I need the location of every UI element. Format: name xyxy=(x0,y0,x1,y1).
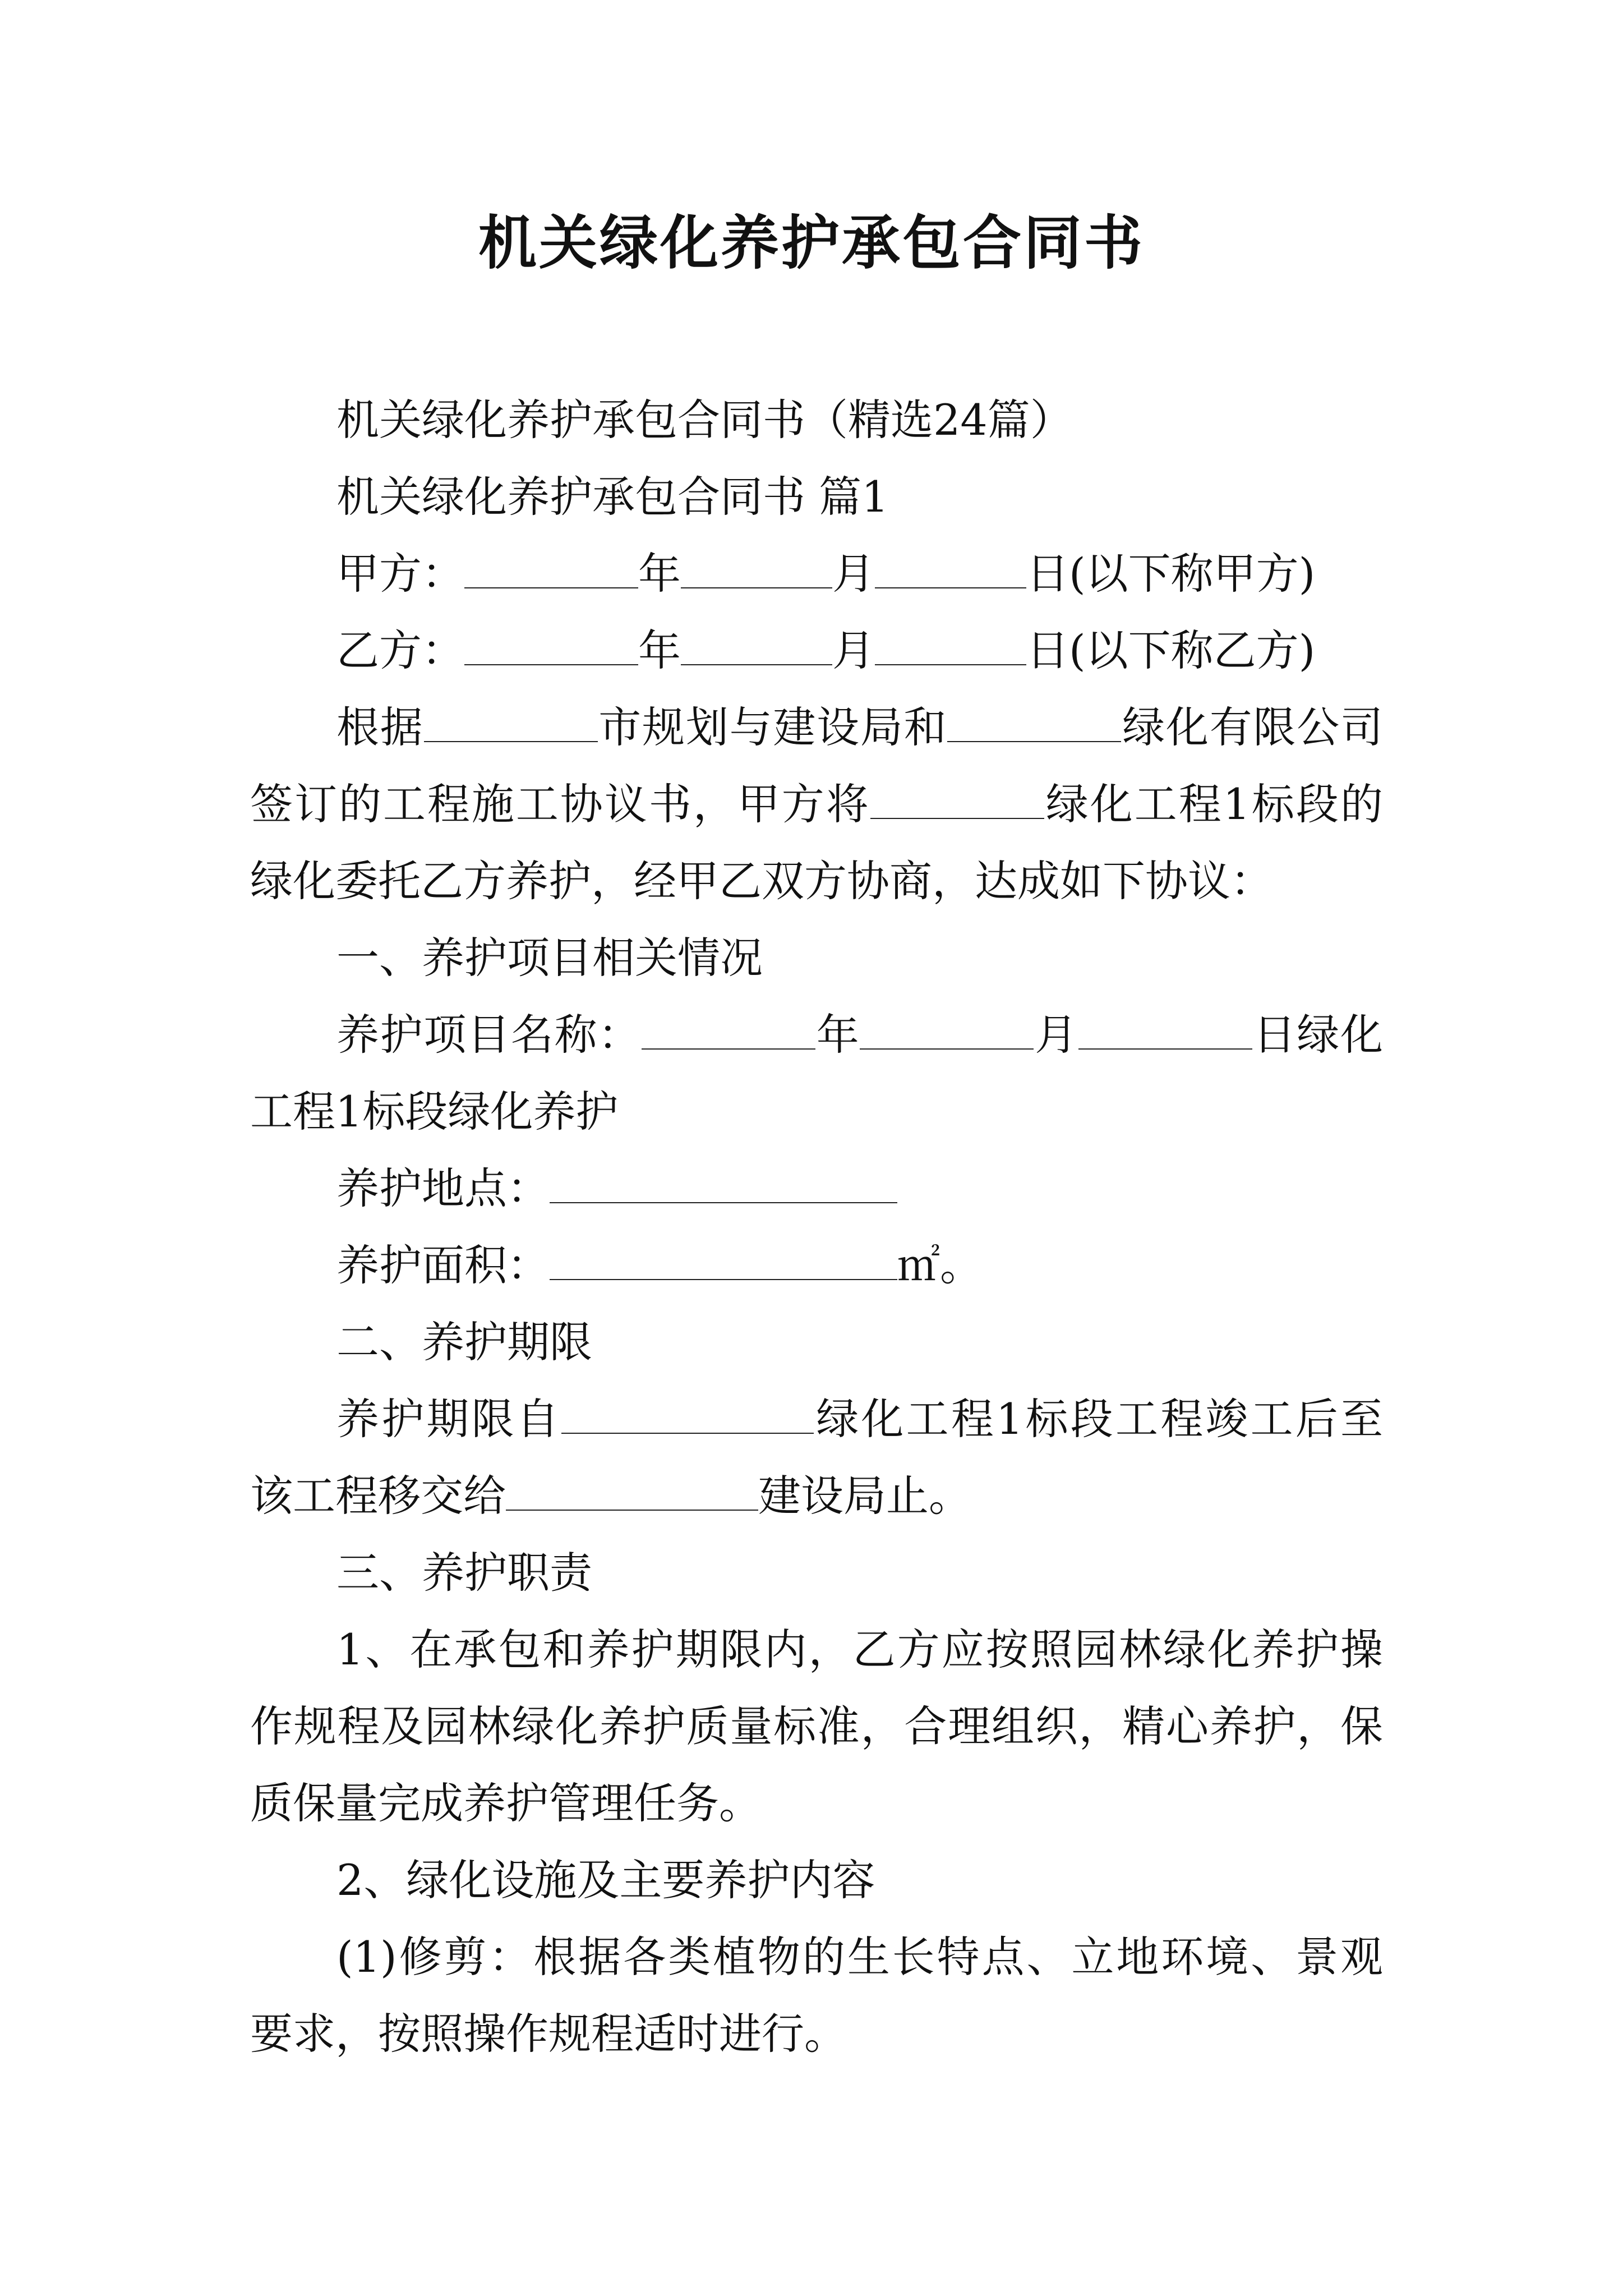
party-b-month: 月 xyxy=(832,625,875,675)
document-body xyxy=(250,381,1383,2072)
duty-item1-line2: 作规程及园林绿化养护质量标准，合理组织，精心养护，保 xyxy=(250,1701,1383,1751)
section2-heading: 二、养护期限 xyxy=(336,1317,592,1367)
area-unit: ㎡。 xyxy=(897,1240,983,1290)
party-b-blank-1 xyxy=(464,628,638,665)
period-blank-1 xyxy=(561,1397,814,1434)
intro-line2-b: 绿化工程1标段的 xyxy=(1044,779,1384,829)
project-name-blank-1 xyxy=(642,1013,815,1050)
project-name-month: 月 xyxy=(1034,1010,1078,1060)
party-a-line xyxy=(250,535,1383,612)
intro-line-3: 绿化委托乙方养护，经甲乙双方协商，达成如下协议： xyxy=(250,856,1273,906)
project-name-blank-2 xyxy=(860,1013,1034,1050)
intro-part2: 市规划与建设局和 xyxy=(597,702,948,752)
location-label: 养护地点： xyxy=(336,1163,550,1213)
party-b-blank-2 xyxy=(681,628,832,665)
duty-item2-sub1-line1: (1)修剪：根据各类植物的生长特点、立地环境、景观 xyxy=(336,1932,1383,1982)
party-b-day-suffix: 日(以下称乙方) xyxy=(1026,625,1316,675)
area-label: 养护面积： xyxy=(336,1240,550,1290)
party-a-blank-2 xyxy=(681,551,832,588)
section3-heading: 三、养护职责 xyxy=(336,1548,592,1598)
party-b-year: 年 xyxy=(638,625,681,675)
location-line xyxy=(250,1150,1383,1227)
party-a-blank-1 xyxy=(464,551,638,588)
area-line xyxy=(250,1227,1383,1304)
location-blank xyxy=(550,1166,897,1203)
section-heading-line: 机关绿化养护承包合同书 篇1 xyxy=(336,472,889,522)
project-name-suffix: 日绿化 xyxy=(1252,1010,1384,1060)
intro-line2-a: 签订的工程施工协议书，甲方将 xyxy=(250,779,870,829)
intro-blank-2 xyxy=(947,705,1121,742)
section1-heading: 一、养护项目相关情况 xyxy=(336,933,763,983)
subtitle-line: 机关绿化养护承包合同书（精选24篇） xyxy=(336,395,1073,445)
party-b-line xyxy=(250,612,1383,689)
duty-item2-heading: 2、绿化设施及主要养护内容 xyxy=(336,1855,875,1905)
party-a-blank-3 xyxy=(875,551,1026,588)
duty-item2-sub1-line2: 要求，按照操作规程适时进行。 xyxy=(250,2009,847,2059)
period-line-1 xyxy=(250,1381,1383,1457)
document-title: 机关绿化养护承包合同书 xyxy=(478,209,1145,277)
intro-part1: 根据 xyxy=(336,702,424,752)
party-a-day-suffix: 日(以下称甲方) xyxy=(1026,549,1316,599)
period-line1-a: 养护期限自 xyxy=(336,1394,562,1444)
intro-blank-3 xyxy=(870,782,1044,819)
party-a-year: 年 xyxy=(638,549,681,599)
period-line1-b: 绿化工程1标段工程竣工后至 xyxy=(814,1394,1383,1444)
project-name-year: 年 xyxy=(815,1010,860,1060)
intro-line-2 xyxy=(250,766,1383,843)
project-name-label: 养护项目名称： xyxy=(336,1010,642,1060)
intro-line-1 xyxy=(250,689,1383,766)
party-b-blank-3 xyxy=(875,628,1026,665)
project-name-line-2: 工程1标段绿化养护 xyxy=(250,1087,619,1137)
project-name-line xyxy=(250,996,1383,1073)
intro-part3: 绿化有限公司 xyxy=(1121,702,1384,752)
area-blank xyxy=(550,1243,897,1280)
party-a-month: 月 xyxy=(832,549,875,599)
project-name-blank-3 xyxy=(1078,1013,1252,1050)
duty-item1-line3: 质保量完成养护管理任务。 xyxy=(250,1778,762,1828)
period-blank-2 xyxy=(506,1474,758,1511)
party-b-label: 乙方： xyxy=(336,625,464,675)
duty-item1-line1: 1、在承包和养护期限内，乙方应按照园林绿化养护操 xyxy=(336,1625,1383,1674)
intro-blank-1 xyxy=(424,705,598,742)
period-line2-a: 该工程移交给 xyxy=(250,1471,506,1521)
period-line-2 xyxy=(250,1457,1383,1534)
period-line2-b: 建设局止。 xyxy=(758,1471,971,1521)
party-a-label: 甲方： xyxy=(336,549,464,599)
